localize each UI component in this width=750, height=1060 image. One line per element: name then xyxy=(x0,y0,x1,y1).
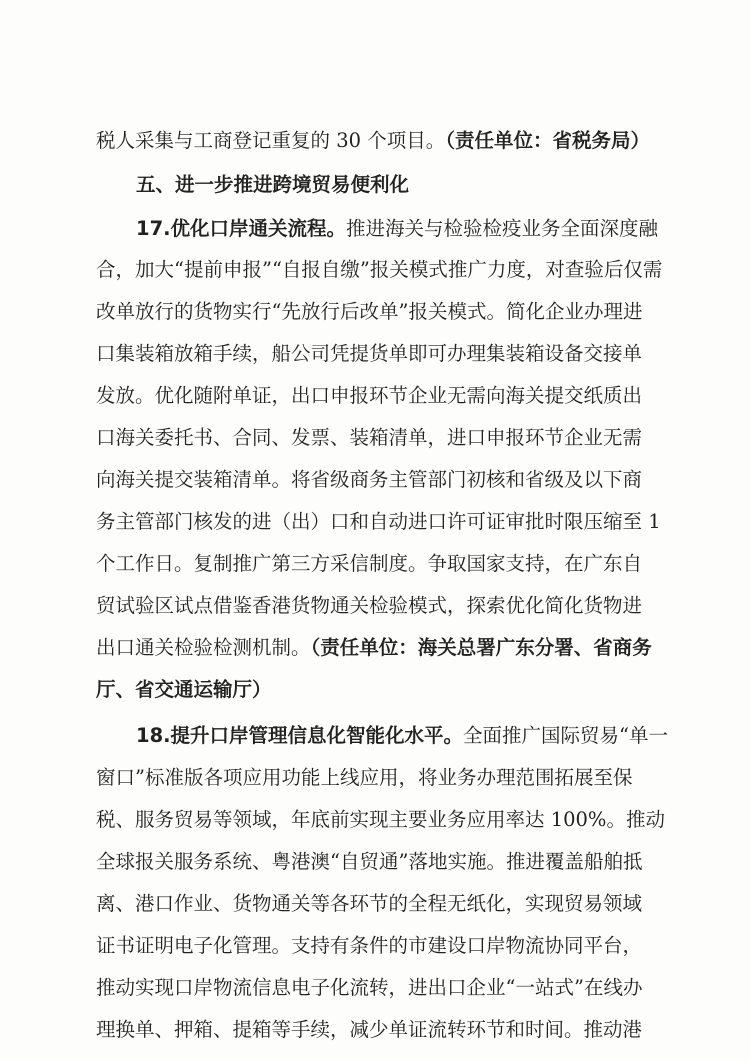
text-line: 改单放行的货物实行“先放行后改单”报关模式。简化企业办理进 xyxy=(96,300,643,323)
text-run: 全面推广国际贸易“单一 xyxy=(463,724,669,747)
item-title: 18.提升口岸管理信息化智能化水平。 xyxy=(136,724,464,747)
text-line: 证书证明电子化管理。支持有条件的市建设口岸物流协同平台， xyxy=(96,934,643,957)
text-line xyxy=(136,216,658,242)
text-line: 口集装箱放箱手续，船公司凭提货单即可办理集装箱设备交接单 xyxy=(96,342,643,365)
section-heading: 五、进一步推进跨境贸易便利化 xyxy=(136,173,410,196)
responsibility-unit: （责任单位：省税务局） xyxy=(445,129,650,152)
text-run: 出口通关检验检测机制。 xyxy=(96,636,311,659)
text-line: 务主管部门核发的进（出）口和自动进口许可证审批时限压缩至 1 xyxy=(96,510,661,533)
text-line: 个工作日。复制推广第三方采信制度。争取国家支持，在广东自 xyxy=(96,552,643,575)
text-line xyxy=(96,635,652,661)
item-title: 17.优化口岸通关流程。 xyxy=(136,217,347,240)
text-line: 口海关委托书、合同、发票、装箱清单，进口申报环节企业无需 xyxy=(96,426,643,449)
responsibility-unit: （责任单位：海关总署广东分署、省商务 xyxy=(310,636,652,659)
responsibility-unit-continued: 厅、省交通运输厅） xyxy=(96,678,272,701)
text-line: 向海关提交装箱清单。将省级商务主管部门初核和省级及以下商 xyxy=(96,468,643,491)
text-line: 理换单、押箱、提箱等手续，减少单证流转环节和时间。推动港 xyxy=(96,1018,643,1041)
text-line xyxy=(96,128,650,154)
text-line: 推动实现口岸物流信息电子化流转，进出口企业“一站式”在线办 xyxy=(96,976,643,999)
text-run: 税人采集与工商登记重复的 30 个项目。 xyxy=(96,129,446,152)
text-line: 离、港口作业、货物通关等各环节的全程无纸化，实现贸易领域 xyxy=(96,892,643,915)
text-run: 推进海关与检验检疫业务全面深度融 xyxy=(346,217,659,240)
text-line: 贸试验区试点借鉴香港货物通关检验模式，探索优化简化货物进 xyxy=(96,594,643,617)
text-line: 全球报关服务系统、粤港澳“自贸通”落地实施。推进覆盖船舶抵 xyxy=(96,850,643,873)
text-line xyxy=(136,723,668,749)
text-line: 发放。优化随附单证，出口申报环节企业无需向海关提交纸质出 xyxy=(96,384,643,407)
text-line: 税、服务贸易等领域，年底前实现主要业务应用率达 100%。推动 xyxy=(96,808,665,831)
text-line: 合，加大“提前申报”“自报自缴”报关模式推广力度，对查验后仅需 xyxy=(96,258,663,281)
text-line: 窗口”标准版各项应用功能上线应用，将业务办理范围拓展至保 xyxy=(96,766,633,789)
